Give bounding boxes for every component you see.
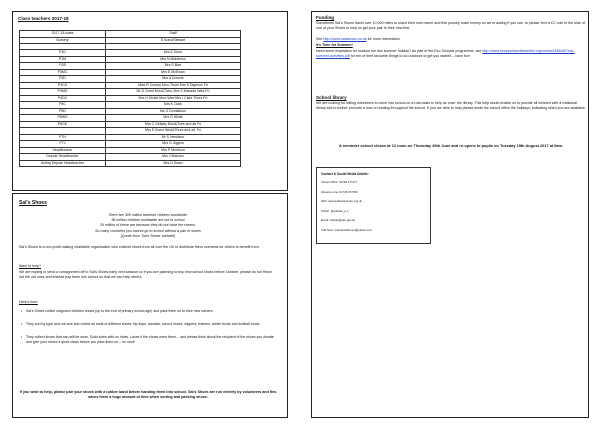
staff-cell: Mrs P Morrison xyxy=(106,147,241,154)
contact-web[interactable]: Web: www.sullivanprimary.org.uk xyxy=(321,199,362,204)
staff-cell: Mrs E Dunn xyxy=(106,50,241,57)
summer-text: Need some inspiration for outdoor fun this summer holiday? As part of the Eco Schools programme, see http://www.keepscotlandbeautiful.org/media/1558487/eco-summer-activities.pdf for ten of their favourite things to do outdoors to get you started – have fun! xyxy=(316,49,575,59)
funding-see: See http://www.salsshoes.co.uk for more information. xyxy=(316,37,401,41)
staff-cell: Mrs G Jiggins xyxy=(106,141,241,148)
want-to-help-text: We are hoping to send a consignment off to Sal's Shoes early next session so if you are planning to buy new school shoes before October, please do not throw out the old ones and instead pop them into school so that we can help others. xyxy=(19,270,272,280)
class-cell: P5D xyxy=(20,108,106,115)
class-cell: P1M xyxy=(20,56,106,63)
class-cell: P6GE xyxy=(20,121,106,128)
class-cell: P4MD xyxy=(20,89,106,96)
quote-line: 58 million children worldwide are not in school xyxy=(111,218,185,223)
quote-line: (Quote from 'Sal's Shoes' website) xyxy=(120,233,176,238)
right-page xyxy=(300,0,600,424)
staff-cell: Mrs N Middleton xyxy=(106,56,241,63)
contact-title: Contact & Social Media Details: xyxy=(321,172,369,176)
staff-cell: S Nuno/Stewart xyxy=(106,37,241,44)
staff-cell: Ms G Donaldson xyxy=(106,108,241,115)
class-cell: P4DC xyxy=(20,95,106,102)
sals-shoes-title: Sal's Shoes xyxy=(19,200,47,206)
staff-cell: Mrs E Ewen Wed&Thurs and alt. Fri xyxy=(106,128,241,135)
staff-cell: Mrs A Downie xyxy=(106,76,241,83)
contact-email[interactable]: Email: sullivan@pkc.gov.uk xyxy=(321,218,355,223)
staff-cell: Mrs C Gellatly Mon&Tues and alt Fri xyxy=(106,121,241,128)
class-cell: 2017-18 class xyxy=(20,31,106,38)
staff-cell: Mrs S Barr xyxy=(106,63,241,70)
contact-twitter[interactable]: Twitter: @sullivan_p.s xyxy=(321,208,349,213)
class-cell: Nursery xyxy=(20,37,106,44)
class-teachers-title: Class teachers 2017-18 xyxy=(18,16,69,21)
staff-cell: Mr D Grant Mon&Tues, Mrs S Macadd Wed-Fri xyxy=(106,89,241,96)
bullet-item: • They sort by type and not size and collect all sorts of different shoes: flip flops, sandals, school shoes, slippers, trainers, winter boots and football boots. xyxy=(21,322,261,326)
class-cell: P7H xyxy=(20,134,106,141)
bullet-item: • Sal's Shoes collect outgrown children shoes (up to the end of primary school age) and pass them on to their new owners. xyxy=(21,309,214,313)
class-cell: P2B xyxy=(20,63,106,70)
staff-cell: Mrs J Manson xyxy=(106,154,241,161)
class-cell: P3D xyxy=(20,76,106,83)
contact-box xyxy=(316,167,431,244)
sals-shoes-intro: Sal's Shoes is a non-profit making charitable organisation who collects shoes from all over the UK to distribute them overseas for others to benefit from. xyxy=(19,245,260,249)
staff-cell: Mrs D Swan xyxy=(106,160,241,167)
class-cell: P3CD xyxy=(20,82,106,89)
heres-how-heading: Here's how: xyxy=(19,300,38,304)
school-library-title: School library xyxy=(316,95,347,100)
want-to-help-heading: Want to help? xyxy=(19,264,42,268)
quote-line: There are 300 million barefoot children worldwide. xyxy=(108,213,188,217)
class-cell: P6WD xyxy=(20,115,106,122)
class-cell: P3MC xyxy=(20,69,106,76)
funding-title: Funding xyxy=(316,15,335,20)
contact-other: Sulli Norn: sullivanhalfmoon@yahoo.com xyxy=(321,227,373,232)
class-cell: Headteacher xyxy=(20,147,106,154)
contact-absence: Absence Line: 01738 477480 xyxy=(321,189,358,194)
sals-shoes-final-note: If you wish to help, please pair your shoes with a rubber band before handing them into school. Sal's Shoes are run entirely by volunteers and this saves them a huge amount of time when sorting and packing shoes. xyxy=(19,390,277,400)
staff-cell: Staff xyxy=(106,31,241,38)
staff-cell: Mrs G White xyxy=(106,115,241,122)
bullet-icon: • xyxy=(21,309,23,313)
staff-cell: Mrs K Clark xyxy=(106,102,241,109)
summer-heading: It's Time for Summer! xyxy=(316,43,353,47)
staff-cell: Miss R Coorey Mon-Thurs Mrs S Digence Fri xyxy=(106,82,241,89)
school-library-text: We are looking for willing volunteers to come into school on a rota basis to help us 'man' the library. This help would enable us to provide all children with a rotational library slot to further promote a love of reading throughout the school. If you are able to help please email the school office the holidays, indicating when you are available. xyxy=(316,101,586,111)
class-cell: P1D xyxy=(20,50,106,57)
sals-shoes-quote xyxy=(19,213,277,239)
salsshoes-link[interactable]: http://www.salsshoes.co.uk xyxy=(323,37,367,41)
eco-summer-link[interactable]: http://www.keepscotlandbeautiful.org/media/1558487/eco-summer-activities.pdf xyxy=(316,49,575,59)
contact-phone: School Office: 01738 477477 xyxy=(321,180,358,184)
funding-text: Sometimes Sal's Shoes travel over 10,000 miles to reach their new owner and this journey costs money so we're asking if you can, to please 'text a £1' coin to the side of one of your Shoes to help us get your pair to their new feet. xyxy=(316,21,585,31)
class-cell: Depute Headteacher xyxy=(20,154,106,161)
staff-cell: Mr S Hewitson xyxy=(106,134,241,141)
bullet-icon: • xyxy=(21,335,23,339)
staff-cell: Mrs H Dickie Mon-Wed Mrs I Clark Thurs-Fri xyxy=(106,95,241,102)
class-cell: P5C xyxy=(20,102,106,109)
class-cell: Acting Depute Headteacher xyxy=(20,160,106,167)
table-row xyxy=(20,160,241,167)
quote-line: 29 million of these are because they do not have the means. xyxy=(99,223,197,228)
bullet-item: • They collect shoes that can still be worn. Solid soles with no holes. Laces if the shoes need them… and please think about the recipient of the shoes you donate and give your shoes a quick clean before you pass them on – no mud! xyxy=(21,335,274,345)
term-reminder: A reminder school closes at 12 noon on Thursday 29th June and re-opens to pupils on Tuesday 15th August 2017 at 9am. xyxy=(338,143,564,148)
quote-line: So many countries you cannot go to school without a pair of shoes xyxy=(95,228,201,233)
staff-cell: Mrs E McEwan xyxy=(106,69,241,76)
bullet-icon: • xyxy=(21,322,23,326)
class-cell: P7J xyxy=(20,141,106,148)
class-teachers-table xyxy=(19,30,241,167)
